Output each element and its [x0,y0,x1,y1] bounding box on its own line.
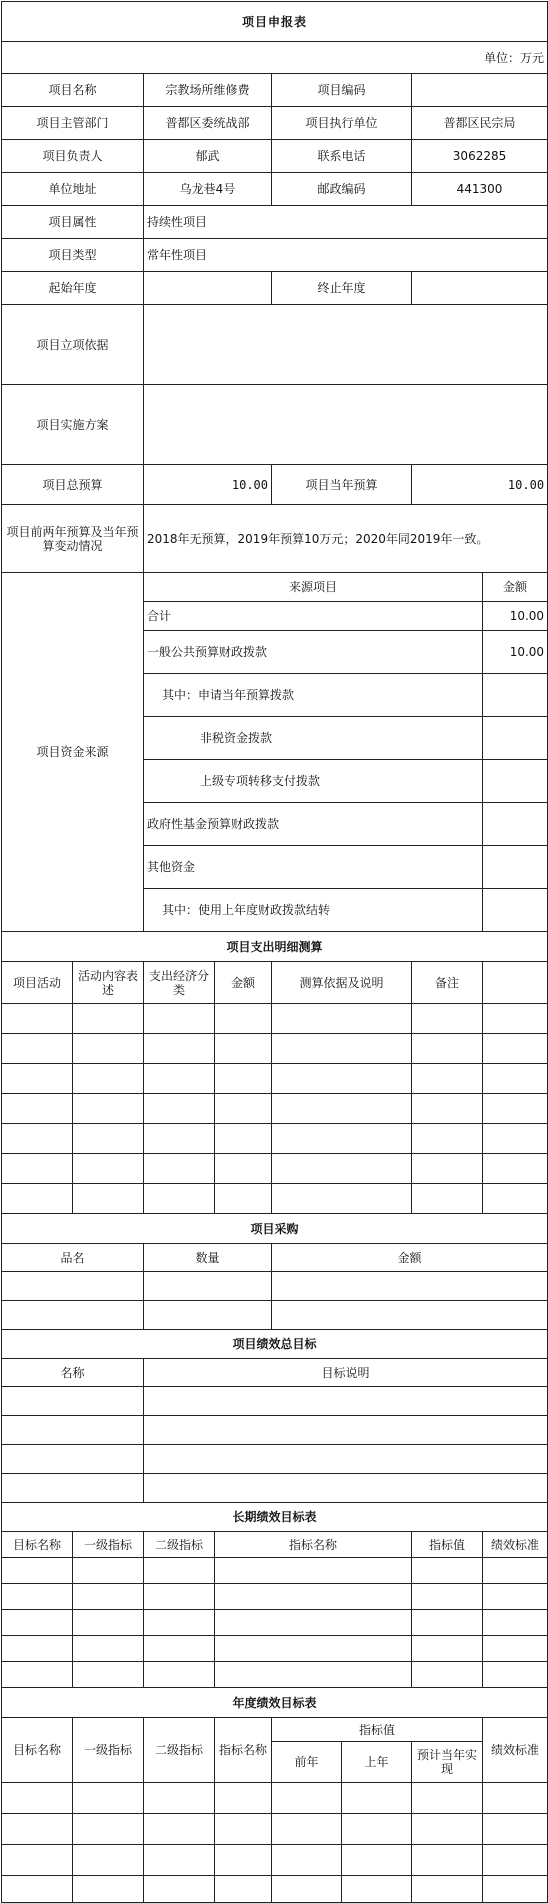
annual-subheader-cell [272,1742,412,1783]
expense-header: 项目活动 [2,962,73,1004]
expense-header: 支出经济分类 [144,962,215,1004]
purchase-section-title: 项目采购 [2,1214,548,1244]
table-row [2,1814,548,1845]
total-budget-label: 项目总预算 [2,465,144,505]
purchase-header: 品名 [2,1244,144,1272]
annual-header: 指标值 [272,1718,483,1742]
table-row [2,1474,548,1503]
current-budget-label: 项目当年预算 [272,465,412,505]
table-row [2,1610,548,1636]
funds-row-amount [483,760,548,803]
table-row [2,1584,548,1610]
perf-total-header: 名称 [2,1359,144,1387]
long-term-header: 指标值 [412,1532,483,1558]
annual-section-title: 年度绩效目标表 [2,1688,548,1718]
annual-subheader: 前年 [272,1742,342,1782]
plan-value [144,385,548,465]
table-row [2,1124,548,1154]
table-row [2,1301,548,1330]
table-row [2,1416,548,1445]
expense-header-blank [483,962,548,1004]
annual-subheader: 预计当年实现 [412,1742,483,1783]
perf-total-header: 目标说明 [144,1359,548,1387]
project-code-value [412,74,548,107]
type-value: 常年性项目 [144,239,548,272]
long-term-header: 绩效标准 [483,1532,548,1558]
exec-unit-label: 项目执行单位 [272,107,412,140]
long-term-header: 指标名称 [215,1532,412,1558]
zip-label: 邮政编码 [272,173,412,206]
annual-header: 一级指标 [73,1718,144,1783]
funds-row-amount: 10.00 [483,602,548,631]
table-row [2,1783,548,1814]
annual-subheader: 上年 [364,1755,389,1769]
table-row [2,1445,548,1474]
total-budget-value: 10.00 [144,465,272,505]
funds-row-amount [483,717,548,760]
leader-label: 项目负责人 [2,140,144,173]
address-value: 乌龙巷4号 [144,173,272,206]
page-title: 项目申报表 [2,2,548,42]
basis-label: 项目立项依据 [2,305,144,385]
dept-label: 项目主管部门 [2,107,144,140]
table-row [2,1387,548,1416]
annual-header: 二级指标 [144,1718,215,1783]
start-year-label: 起始年度 [2,272,144,305]
basis-value [144,305,548,385]
funds-row-label: 上级专项转移支付拨款 [144,760,483,803]
project-code-label: 项目编码 [272,74,412,107]
funds-row-label: 一般公共预算财政拨款 [144,631,483,674]
address-label: 单位地址 [2,173,144,206]
budget-change-value: 2018年无预算，2019年预算10万元；2020年同2019年一致。 [144,505,548,573]
expense-header: 金额 [215,962,272,1004]
long-term-header: 一级指标 [73,1532,144,1558]
funds-row-label: 非税资金拨款 [144,717,483,760]
funds-row-amount [483,846,548,889]
table-row [2,1272,548,1301]
table-row [2,1184,548,1214]
funds-row-label: 其中：申请当年预算拨款 [144,674,483,717]
table-row [2,1034,548,1064]
long-term-header: 目标名称 [2,1532,73,1558]
attribute-value: 持续性项目 [144,206,548,239]
long-term-section-title: 长期绩效目标表 [2,1503,548,1532]
table-row [2,1154,548,1184]
table-row [2,1876,548,1903]
funds-row-amount [483,674,548,717]
end-year-label: 终止年度 [272,272,412,305]
expense-header: 活动内容表述 [73,962,144,1004]
annual-header: 绩效标准 [483,1718,548,1783]
purchase-header: 数量 [144,1244,272,1272]
expense-header: 备注 [412,962,483,1004]
annual-header: 指标名称 [215,1718,272,1783]
funds-row-label: 其他资金 [144,846,483,889]
funds-header-amount: 金额 [483,573,548,602]
table-row [2,1004,548,1034]
funds-row-amount [483,889,548,932]
purchase-header: 金额 [272,1244,548,1272]
project-name-label: 项目名称 [2,74,144,107]
project-name-value: 宗教场所维修费 [144,74,272,107]
expense-header: 测算依据及说明 [272,962,412,1004]
funds-row-amount [483,803,548,846]
funds-row-label: 合计 [144,602,483,631]
table-row [2,1094,548,1124]
funds-row-label: 其中：使用上年度财政拨款结转 [144,889,483,932]
exec-unit-value: 普都区民宗局 [412,107,548,140]
phone-value: 3062285 [412,140,548,173]
unit-label: 单位：万元 [2,42,548,74]
type-label: 项目类型 [2,239,144,272]
zip-value: 441300 [412,173,548,206]
funds-header-source: 来源项目 [144,573,483,602]
dept-value: 普都区委统战部 [144,107,272,140]
end-year-value [412,272,548,305]
annual-header: 目标名称 [2,1718,73,1783]
phone-label: 联系电话 [272,140,412,173]
long-term-header: 二级指标 [144,1532,215,1558]
application-table [1,1,548,1903]
funds-row-amount: 10.00 [483,631,548,674]
perf-total-section-title: 项目绩效总目标 [2,1330,548,1359]
table-row [2,1662,548,1688]
start-year-value [144,272,272,305]
funds-source-label: 项目资金来源 [2,573,144,932]
current-budget-value: 10.00 [412,465,548,505]
leader-value: 郁武 [144,140,272,173]
table-row [2,1558,548,1584]
attribute-label: 项目属性 [2,206,144,239]
expense-section-title: 项目支出明细测算 [2,932,548,962]
plan-label: 项目实施方案 [2,385,144,465]
budget-change-label: 项目前两年预算及当年预算变动情况 [2,505,144,573]
funds-row-label: 政府性基金预算财政拨款 [144,803,483,846]
table-row [2,1845,548,1876]
table-row [2,1064,548,1094]
table-row [2,1636,548,1662]
